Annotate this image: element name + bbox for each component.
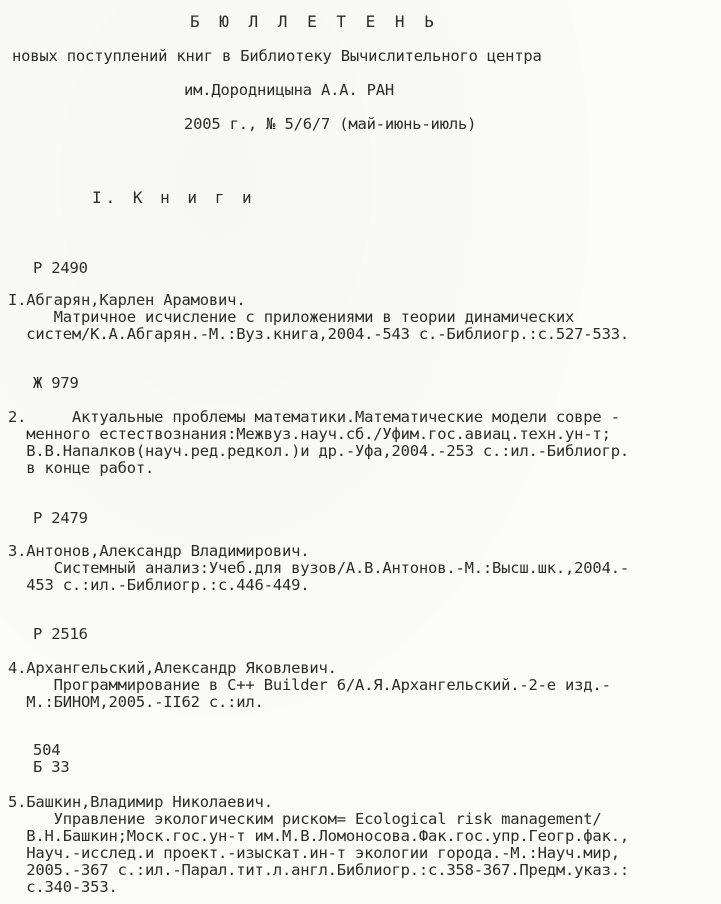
entry-line: Науч.-исслед.и проект.-изыскат.ин-т экологии города.-М.:Науч.мир, [8,844,620,862]
header-institution: им.Дородницына А.А. РАН [184,81,395,99]
entry-line: в конце работ. [8,459,155,477]
header-subtitle: новых поступлений книг в Библиотеку Вычислительного центра [12,47,542,65]
shelf-mark: Р 2516 [33,625,88,643]
entry-line: 3.Антонов,Александр Владимирович. [8,542,310,560]
entry-line: 2005.-367 с.:ил.-Парал.тит.л.англ.Библиогр.:с.358-367.Предм.указ.: [8,861,629,879]
entry-line: 2. Актуальные проблемы математики.Математические модели совре - [8,408,620,426]
shelf-mark: Р 2490 [33,259,88,277]
entry-line: В.Н.Башкин;Моск.гос.ун-т им.М.В.Ломоносова.Фак.гос.упр.Геогр.фак., [8,827,629,845]
bulletin-title: Б Ю Л Л Е Т Е Н Ь [190,12,439,31]
shelf-mark: Р 2479 [33,509,88,527]
entry-line: I.Абгарян,Карлен Арамович. [8,291,246,309]
entry-line: менного естествознания:Межвуз.науч.сб./Уфим.гос.авиац.техн.ун-т; [8,425,611,443]
entry-line: систем/К.А.Абгарян.-М.:Вуз.книга,2004.-543 с.-Библиогр.:с.527-533. [8,325,629,343]
shelf-mark-secondary: Б 33 [33,758,70,776]
entry-line: Системный анализ:Учеб.для вузов/А.В.Антонов.-М.:Высш.шк.,2004.- [8,559,629,577]
header-issue: 2005 г., № 5/6/7 (май-июнь-июль) [184,115,477,133]
entry-line: Матричное исчисление с приложениями в теории динамических [8,308,575,326]
entry-line: с.340-353. [8,878,118,896]
entry-line: В.В.Напалков(науч.ред.редкол.)и др.-Уфа,2004.-253 с.:ил.-Библиогр. [8,442,629,460]
entry-line: Управление экологическим риском= Ecological risk management/ [8,810,602,828]
entry-line: Программирование в C++ Builder 6/А.Я.Архангельский.-2-е изд.- [8,676,611,694]
entry-line: 4.Архангельский,Александр Яковлевич. [8,659,337,677]
shelf-mark: Ж 979 [33,374,79,392]
entry-line: 453 с.:ил.-Библиогр.:с.446-449. [8,576,310,594]
entry-line: М.:БИНОМ,2005.-II62 с.:ил. [8,693,264,711]
shelf-mark: 504 [33,741,61,759]
entry-line: 5.Башкин,Владимир Николаевич. [8,793,273,811]
section-heading: I. К н и г и [92,188,256,207]
